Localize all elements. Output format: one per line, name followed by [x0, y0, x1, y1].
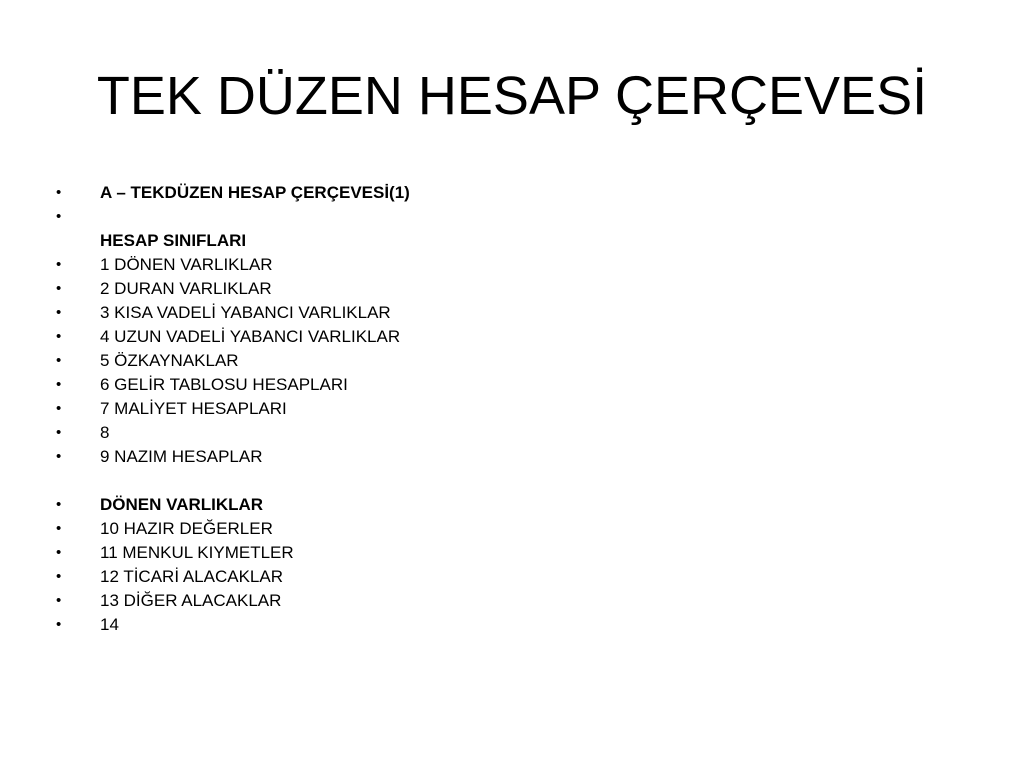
list-item-text: HESAP SINIFLARI: [100, 231, 247, 250]
list-item: [56, 613, 956, 637]
list-item: [56, 349, 956, 373]
list-item: [56, 541, 956, 565]
list-item: [56, 277, 956, 301]
list-item-text: 7 MALİYET HESAPLARI: [100, 399, 287, 418]
list-spacer: [56, 469, 956, 493]
bullet-mark: •: [56, 520, 62, 537]
list-item-text: 10 HAZIR DEĞERLER: [100, 519, 273, 538]
list-item: [56, 325, 956, 349]
bullet-mark: •: [56, 304, 62, 321]
list-item-text: 5 ÖZKAYNAKLAR: [100, 351, 239, 370]
bullet-mark: •: [56, 208, 62, 225]
bullet-mark: •: [56, 568, 62, 585]
list-item: [56, 205, 956, 253]
list-item: [56, 493, 956, 517]
list-item-text: 14: [100, 615, 119, 634]
list-item: [56, 565, 956, 589]
bullet-mark: •: [56, 280, 62, 297]
list-item: [56, 421, 956, 445]
list-item-text: 11 MENKUL KIYMETLER: [100, 543, 294, 562]
list-item-text: 13 DİĞER ALACAKLAR: [100, 591, 282, 610]
list-item: [56, 445, 956, 469]
list-item: [56, 301, 956, 325]
list-item: [56, 181, 956, 205]
list-item: [56, 589, 956, 613]
bullet-mark: •: [56, 376, 62, 393]
list-item: [56, 517, 956, 541]
list-item: [56, 373, 956, 397]
bullet-mark: •: [56, 352, 62, 369]
list-item-text: 4 UZUN VADELİ YABANCI VARLIKLAR: [100, 327, 401, 346]
slide-title: TEK DÜZEN HESAP ÇERÇEVESİ: [96, 66, 928, 126]
list-item-text: DÖNEN VARLIKLAR: [100, 495, 264, 514]
bullet-mark: •: [56, 424, 62, 441]
bullet-mark: •: [56, 592, 62, 609]
list-item-text: 2 DURAN VARLIKLAR: [100, 279, 272, 298]
list-item-text: 1 DÖNEN VARLIKLAR: [100, 255, 273, 274]
list-item-text: 3 KISA VADELİ YABANCI VARLIKLAR: [100, 303, 391, 322]
bullet-list: [56, 181, 956, 637]
list-item-text: A – TEKDÜZEN HESAP ÇERÇEVESİ(1): [100, 183, 410, 202]
list-item-text: 8: [100, 423, 110, 442]
list-item: [56, 397, 956, 421]
bullet-mark: •: [56, 328, 62, 345]
bullet-mark: •: [56, 400, 62, 417]
bullet-mark: •: [56, 616, 62, 633]
list-item-text: 9 NAZIM HESAPLAR: [100, 447, 263, 466]
bullet-mark: •: [56, 544, 62, 561]
list-item: [56, 253, 956, 277]
list-item-text: 12 TİCARİ ALACAKLAR: [100, 567, 283, 586]
bullet-mark: •: [56, 184, 62, 201]
bullet-mark: •: [56, 256, 62, 273]
list-item-text: 6 GELİR TABLOSU HESAPLARI: [100, 375, 348, 394]
bullet-mark: •: [56, 496, 62, 513]
bullet-mark: •: [56, 448, 62, 465]
